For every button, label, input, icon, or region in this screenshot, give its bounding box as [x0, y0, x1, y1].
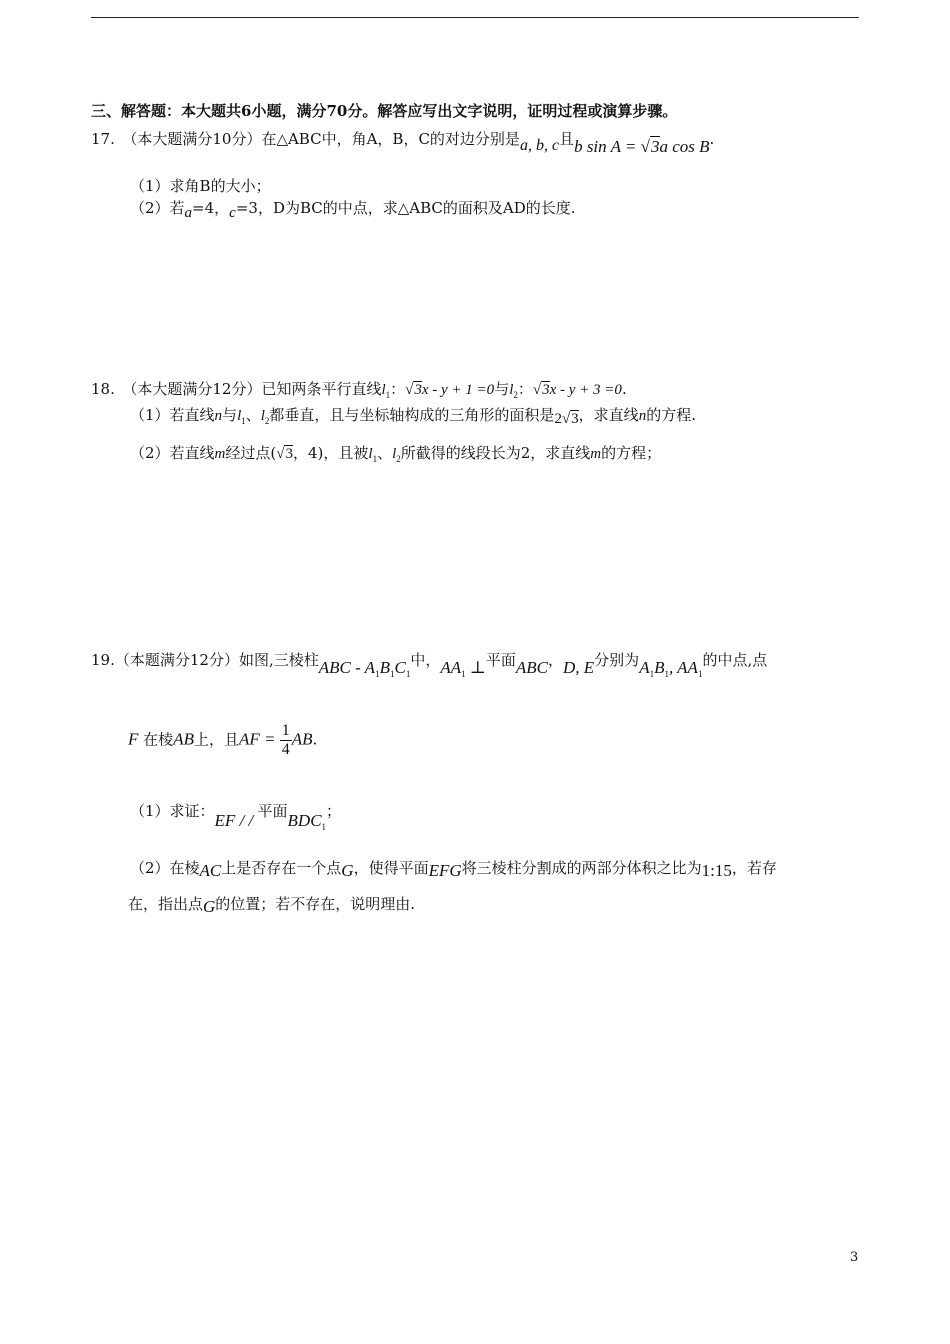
q18-eq1: √3x - y + 1 =0 [405, 382, 495, 398]
q19-comma: ， [547, 651, 563, 669]
q18-p1-mid: 与 [222, 406, 238, 424]
q19-p3-pre: 在，指出点 [128, 895, 204, 913]
q18-l2: l [509, 382, 514, 398]
q19-prism [319, 658, 411, 677]
q18-l1-colon: ： [390, 380, 406, 398]
q19-p2-mid1: 上是否存在一个点 [221, 859, 342, 877]
q18-p1-l1-sub: 1 [241, 416, 246, 426]
q19-frac-num: 1 [281, 722, 290, 739]
q17-eq-right: a cos B [659, 137, 710, 156]
section-heading: 三、解答题：本大题共6小题，满分70分。解答应写出文字说明，证明过程或演算步骤。 [91, 102, 678, 120]
q18-eq1-sqrt: 3 [414, 382, 422, 398]
q19-zhong: 中， [410, 651, 441, 669]
q18-p2-mid2: 所截得的线段长为2，求直线 [400, 444, 591, 462]
q19-part2-cont [128, 893, 415, 914]
q18-eq2: √3x - y + 3 =0 [532, 382, 622, 398]
q19-prism-a: ABC - A [318, 658, 376, 677]
q19-de: D, E [563, 658, 595, 677]
q18-p2-l2-sub: 2 [396, 454, 401, 464]
q18-p1-n: n [214, 408, 223, 424]
q17-p2-rest: =3，D为BC的中点，求△ABC的面积及AD的长度. [235, 199, 576, 217]
q18-l1-sub: 1 [385, 390, 391, 400]
q19-p2-mid3: 将三棱柱分割成的两部分体积之比为 [461, 859, 702, 877]
q19-p1-ef: EF / / [214, 811, 258, 830]
q17-eq-sqrt: 3 [651, 137, 660, 156]
q18-p1-area-sqrt: 3 [571, 411, 579, 427]
q19-f: F [128, 729, 139, 749]
q18-part2 [130, 442, 661, 464]
q18-p2-pt: √3 [276, 446, 293, 462]
q19-ab: AB [173, 729, 194, 749]
q19-p1-end: ； [326, 802, 342, 820]
q19-perp: ⊥ [469, 658, 486, 677]
q18-p1-sep: 、 [245, 406, 261, 424]
q18-p2-mid: 经过点( [225, 444, 277, 462]
q18-p1-l2-sub: 2 [264, 416, 270, 426]
q18-p2-m2: m [590, 446, 602, 462]
header-rule [91, 17, 859, 18]
q17-intro [91, 128, 715, 156]
q19-p1-pre: （1）求证： [130, 802, 215, 820]
q19-a1b1-a: A [639, 658, 650, 677]
q18-p2-l2: l [392, 446, 397, 462]
q19-aa1-sub: 1 [461, 669, 466, 679]
q18-p1-area: 2√3 [554, 411, 579, 427]
q19-af: AF = [238, 729, 280, 749]
q19-p1-bdc-text: BDC [287, 811, 322, 830]
q17-abc: a, b, c [519, 137, 560, 154]
q18-p1-n2: n [638, 408, 647, 424]
q17-eq-left: b sin A = [574, 137, 641, 156]
q18-p2-l1: l [368, 446, 373, 462]
q18-p2-pt-rest: ，4)，且被 [292, 444, 369, 462]
q18-l2-sub: 2 [513, 390, 518, 400]
q19-a1b1-sub-b: 1 [664, 669, 669, 679]
q18-p1-l2: l [260, 408, 265, 424]
q19-aa1b: , AA [668, 658, 698, 677]
q17-p2-a: a [184, 205, 193, 221]
q19-intro [91, 649, 768, 679]
q18-eq1-rest: x - y + 1 =0 [421, 382, 495, 398]
q19-p2-efg: EFG [428, 861, 462, 880]
q19-part2 [130, 857, 777, 878]
q19-a1b1-sub-a: 1 [649, 669, 655, 679]
page-number: 3 [850, 1250, 859, 1265]
q19-aa1b-sub: 1 [697, 669, 703, 679]
q19-intro-text: 19.（本题满分12分）如图,三棱柱 [91, 651, 319, 669]
q18-intro-text: 18. （本大题满分12分）已知两条平行直线 [91, 380, 382, 398]
q19-line2-end: . [312, 730, 318, 749]
q19-p2-g: G [341, 861, 354, 880]
q19-p3-end: 的位置；若不存在，说明理由. [215, 895, 416, 913]
q19-prism-sub-c: 1 [405, 669, 411, 679]
q19-p2-ratio: 1:15 [701, 861, 732, 880]
q19-frac-den: 4 [281, 741, 290, 758]
q17-end: . [709, 130, 715, 148]
q19-ab2: AB [291, 729, 313, 749]
q18-p2-sep: 、 [377, 444, 393, 462]
q18-part1 [130, 404, 696, 426]
q19-a1b1-b: B [654, 658, 665, 677]
q18-p1-post: ，求直线 [578, 406, 639, 424]
q17-p2-pre: （2）若 [130, 199, 185, 217]
q17-part2 [130, 197, 576, 221]
q19-line2 [128, 722, 317, 759]
q19-aa1 [440, 658, 486, 677]
q18-p2-l1-sub: 1 [372, 454, 378, 464]
q17-p2-c: c [229, 205, 236, 221]
q19-p1-bdc-sub: 1 [321, 822, 327, 832]
q19-p2-mid2: ，使得平面 [353, 859, 429, 877]
q19-prism-b: B [379, 658, 390, 677]
q17-part1: （1）求角B的大小； [130, 177, 271, 195]
q17-intro-text: 17. （本大题满分10分）在△ABC中，角A，B，C的对边分别是 [91, 130, 520, 148]
q18-p1-area-coef: 2 [554, 411, 562, 427]
q19-p2-end: ，若存 [731, 859, 777, 877]
q19-a1b1 [639, 658, 702, 677]
q18-p1-end: 的方程. [646, 406, 696, 424]
q18-p1-l1: l [237, 408, 242, 424]
q19-p2-ac: AC [199, 861, 222, 880]
q19-plane: 平面 [485, 651, 516, 669]
q19-prism-sub-a: 1 [375, 669, 380, 679]
q19-fenbie: 分别为 [594, 651, 640, 669]
q17-p2-mid: =4， [192, 199, 230, 217]
q19-midpt: 的中点,点 [702, 651, 768, 669]
q18-p2-m: m [214, 446, 226, 462]
q18-eq2-rest: x - y + 3 =0 [549, 382, 622, 398]
q18-intro [91, 378, 627, 400]
q18-eq2-sqrt: 3 [542, 382, 550, 398]
q18-l1: l [381, 382, 386, 398]
q19-fraction [280, 722, 292, 759]
q19-abc: ABC [515, 658, 548, 677]
q18-p2-end: 的方程； [601, 444, 662, 462]
q18-end: . [621, 380, 627, 398]
q19-prism-c: C [394, 658, 406, 677]
q18-p1-pre: （1）若直线 [130, 406, 215, 424]
q18-p2-pt-sqrt: 3 [285, 446, 293, 462]
q19-on: 在棱 [143, 730, 174, 749]
q19-p3-g: G [203, 897, 216, 916]
q19-p2-pre: （2）在棱 [130, 859, 200, 877]
q19-p1-bdc [288, 811, 327, 830]
q19-aa1-text: AA [440, 658, 462, 677]
q17-qie: 且 [559, 130, 575, 148]
q19-qie: 上，且 [193, 730, 239, 749]
q18-yu: 与 [494, 380, 510, 398]
q18-l2-colon: ： [517, 380, 533, 398]
q19-part1 [130, 800, 342, 832]
q17-equation: b sin A = √3a cos B [574, 137, 710, 156]
q19-prism-sub-b: 1 [389, 669, 395, 679]
q19-p1-plane: 平面 [257, 802, 288, 820]
q18-p2-pre: （2）若直线 [130, 444, 215, 462]
q18-p1-mid2: 都垂直，且与坐标轴构成的三角形的面积是 [269, 406, 555, 424]
